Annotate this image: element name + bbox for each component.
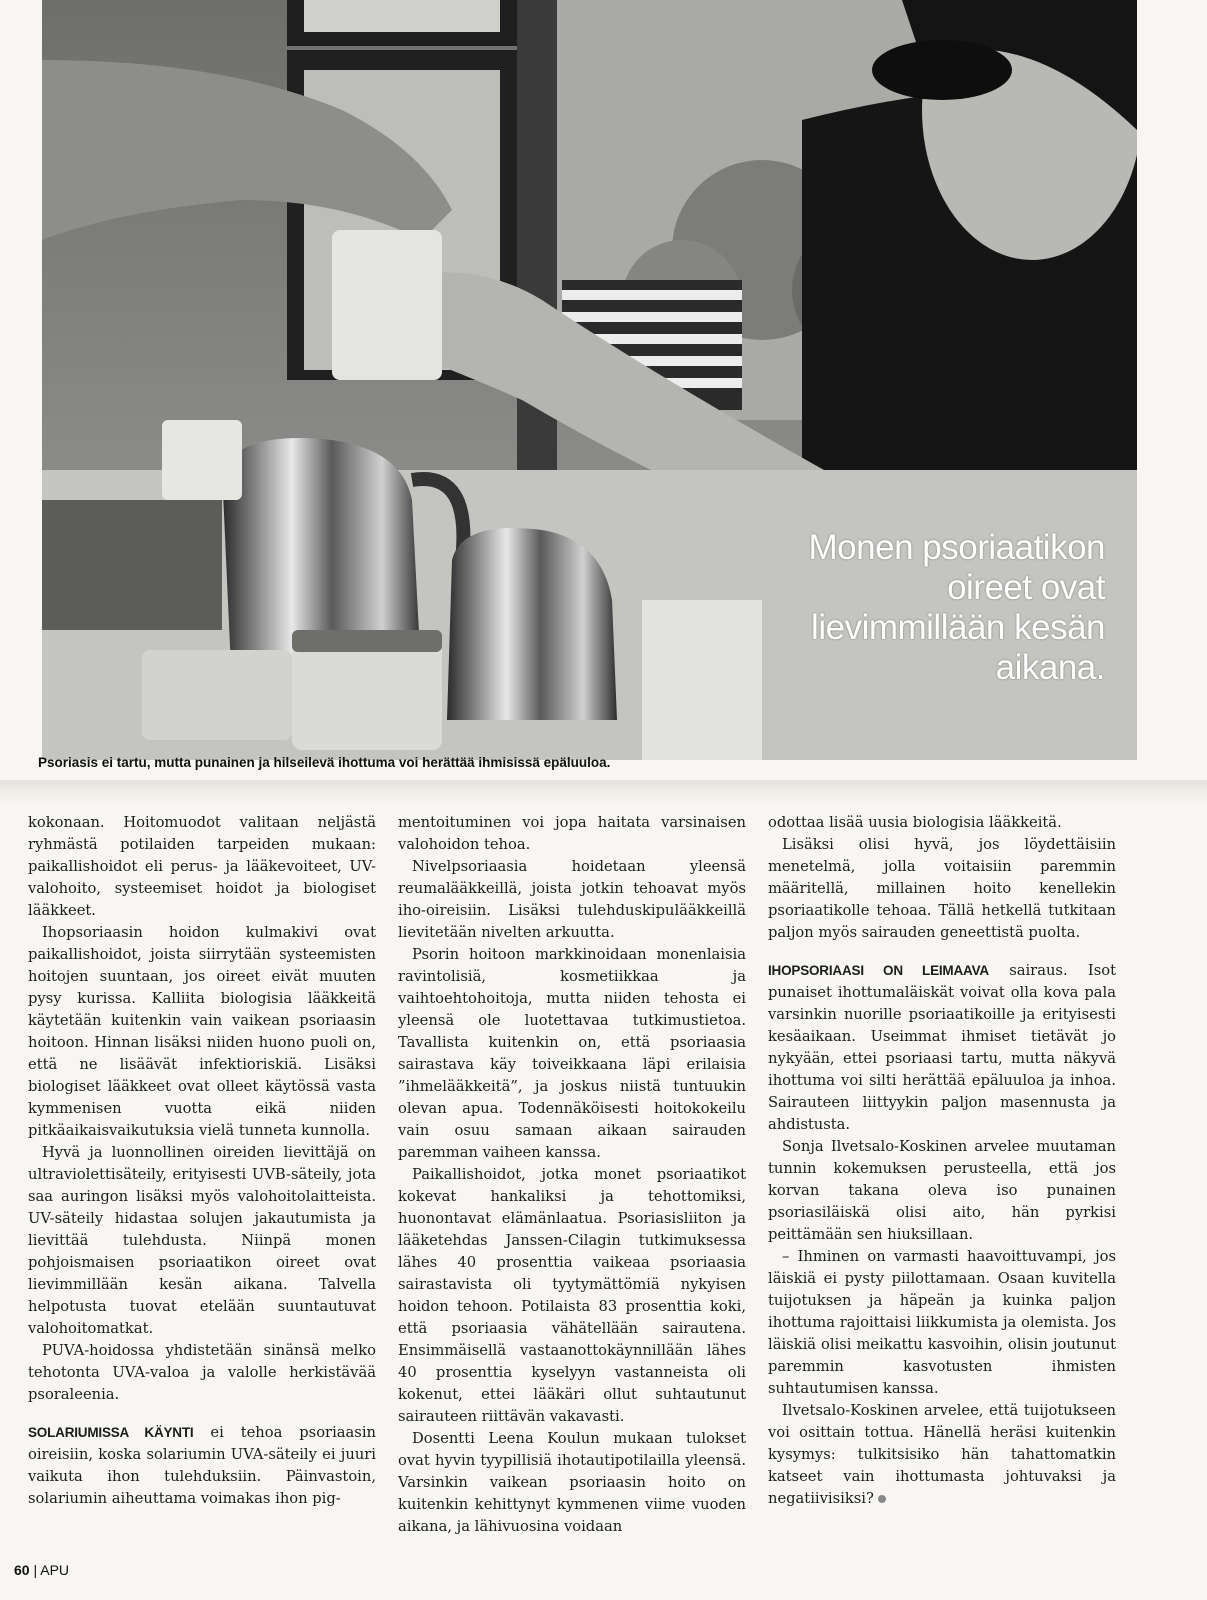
photo bbox=[42, 0, 1137, 760]
pull-quote: Monen psoriaatikon oireet ovat lievimmillään kesän aikana. bbox=[808, 528, 1105, 687]
page-number: 60 bbox=[14, 1562, 30, 1578]
paragraph: Sonja Ilvetsalo-Koskinen arvelee muutaman tunnin kokemuksen perusteella, että jos korvan takana oleva iso punainen psoriasiläiskä olisi aito, hän pyrkisi peittämään sen hiuksillaan. bbox=[768, 1138, 1116, 1243]
paragraph: Dosentti Leena Koulun mukaan tulokset ovat hyvin tyypillisiä ihotautipotilailla yleensä. Varsinkin vaikean psoriaasin hoito on kuitenkin kehittynyt kymmenen viime vuoden aikana, ja lähivuosina voidaan bbox=[398, 1430, 746, 1535]
paragraph bbox=[768, 1400, 1116, 1510]
paragraph: – Ihminen on varmasti haavoittuvampi, jos läiskiä ei pysty piilottamaan. Osaan kuvitella tuijotuksen ja häpeän ja kuinka paljon ihottuma rajoittaisi liikkumista ja olemista. Jos läiskiä olisi meikattu kasvoihin, olisin joutunut paremmin kasvotusten ihmisten suhtautumisen kanssa. bbox=[768, 1248, 1116, 1397]
paragraph: Ihopsoriaasin hoidon kulmakivi ovat paikallishoidot, joista siirrytään systeemisten hoitojen suuntaan, jos oireet eivät muuten pysy kurissa. Kalliita biologisia lääkkeitä käytetään kuitenkin vain vaikean psoriaasin hoitoon. Hinnan lisäksi niiden huono puoli on, että ne lisäävät infektioriskiä. Lisäksi biologiset lääkkeet ovat olleet käytössä vasta kymmenisen vuotta eikä niiden pitkäaikaisvaikutuksia vielä tunneta kunnolla. bbox=[28, 924, 376, 1139]
paragraph: Psorin hoitoon markkinoidaan monenlaisia ravintolisiä, kosmetiikkaa ja vaihtoehtohoitoja, mutta niiden tehosta ei yleensä ole luotettavaa tutkimustietoa. Tavallista kuitenkin on, että psoriaasia sairastava käy toiveikkaana läpi erilaisia ”ihmelääkkeitä”, ja joskus niistä tuntuukin olevan apua. Todennäköisesti hoitokokeilu vain osuu samaan aikaan sairauden paremman vaiheen kanssa. bbox=[398, 946, 746, 1161]
paragraph: mentoituminen voi jopa haitata varsinaisen valohoidon tehoa. bbox=[398, 814, 746, 853]
page-folio bbox=[14, 1562, 69, 1578]
magazine-name: APU bbox=[40, 1562, 70, 1578]
paragraph-text: Ilvetsalo-Koskinen arvelee, että tuijotukseen voi osittain tottua. Hänellä heräsi kuitenkin kysymys: tulkitsisiko hän tahattomatkin katseet vain ihottumasta johtuvaksi ja negatiivisiksi? bbox=[768, 1402, 1116, 1507]
paragraph-with-lead bbox=[768, 960, 1116, 1136]
paragraph: odottaa lisää uusia biologisia lääkkeitä. bbox=[768, 814, 1062, 831]
text-column-2 bbox=[398, 812, 746, 1538]
paragraph: Nivelpsoriaasia hoidetaan yleensä reumalääkkeillä, joista jotkin tehoavat myös iho-oireisiin. Lisäksi tulehduskipulääkkeillä lievitetään nivelten arkuutta. bbox=[398, 858, 746, 941]
section-lead-in: SOLARIUMISSA KÄYNTI bbox=[28, 1425, 194, 1440]
folio-separator: | bbox=[33, 1562, 38, 1578]
paragraph: Lisäksi olisi hyvä, jos löydettäisiin menetelmä, jolla voitaisiin paremmin määritellä, millainen hoito kenellekin psoriaatikolle tehoaa. Tällä hetkellä tutkitaan paljon myös sairauden geneettistä puolta. bbox=[768, 836, 1116, 941]
paragraph: kokonaan. Hoitomuodot valitaan neljästä ryhmästä potilaiden tarpeiden mukaan: paikallishoidot eli perus- ja lääkevoiteet, UV-valohoito, systeemiset hoidot ja biologiset lääkkeet. bbox=[28, 814, 376, 919]
paragraph: Hyvä ja luonnollinen oireiden lievittäjä on ultraviolettisäteily, erityisesti UVB-säteily, jota saa auringon lisäksi myös valohoitolaitteista. UV-säteily hidastaa solujen jakautumista ja lievittää tulehdusta. Niinpä monen pohjoismaisen psoriaatikon oireet ovat lievimmillään kesän aikana. Talvella helpotusta tuovat etelään suuntautuvat valohoitomatkat. bbox=[28, 1144, 376, 1337]
paragraph-text: sairaus. Isot punaiset ihottumaläiskät voivat olla kova pala varsinkin nuorille psoriaatikoille ja erityisesti kesäaikaan. Useimmat ihmiset tietävät jo nykyään, ettei psoriaasi tartu, mutta näkyvä ihottuma voi silti herättää epäluuloa ja inhoa. Sairauteen liittyykin paljon masennusta ja ahdistusta. bbox=[768, 962, 1116, 1133]
photo-caption: Psoriasis ei tartu, mutta punainen ja hilseilevä ihottuma voi herättää ihmisissä epäluuloa. bbox=[38, 755, 611, 770]
page-fold-divider bbox=[0, 780, 1207, 808]
text-column-3 bbox=[768, 812, 1116, 1510]
paragraph: Paikallishoidot, jotka monet psoriaatikot kokevat hankaliksi ja tehottomiksi, huonontavat elämänlaatua. Psoriasisliiton ja lääketehdas Janssen-Cilagin tutkimuksessa lähes 40 prosenttia vaikeaa psoriaasia sairastavista oli tyytymättömiä nykyisen hoidon tehoon. Potilaista 83 prosenttia koki, että psoriaasia vähätellään sairautena. Ensimmäisellä vastaanottokäynnillään lähes 40 prosenttia kyselyyn vastanneista oli kokenut, ettei lääkäri ollut suhtautunut sairauteen riittävän vakavasti. bbox=[398, 1166, 746, 1425]
paragraph-text: ei tehoa psoriaasin oireisiin, koska solariumin UVA-säteily ei juuri vaikuta ihon tulehduksiin. Päinvastoin, solariumin aiheuttama voimakas ihon pig- bbox=[28, 1424, 376, 1507]
paragraph: PUVA-hoidossa yhdistetään sinänsä melko tehotonta UVA-valoa ja valolle herkistävää psoraleenia. bbox=[28, 1342, 376, 1403]
end-of-article-icon bbox=[878, 1495, 886, 1503]
paragraph-with-lead bbox=[28, 1422, 376, 1510]
text-column-1 bbox=[28, 812, 376, 1510]
section-lead-in: IHOPSORIAASI ON LEIMAAVA bbox=[768, 963, 989, 978]
